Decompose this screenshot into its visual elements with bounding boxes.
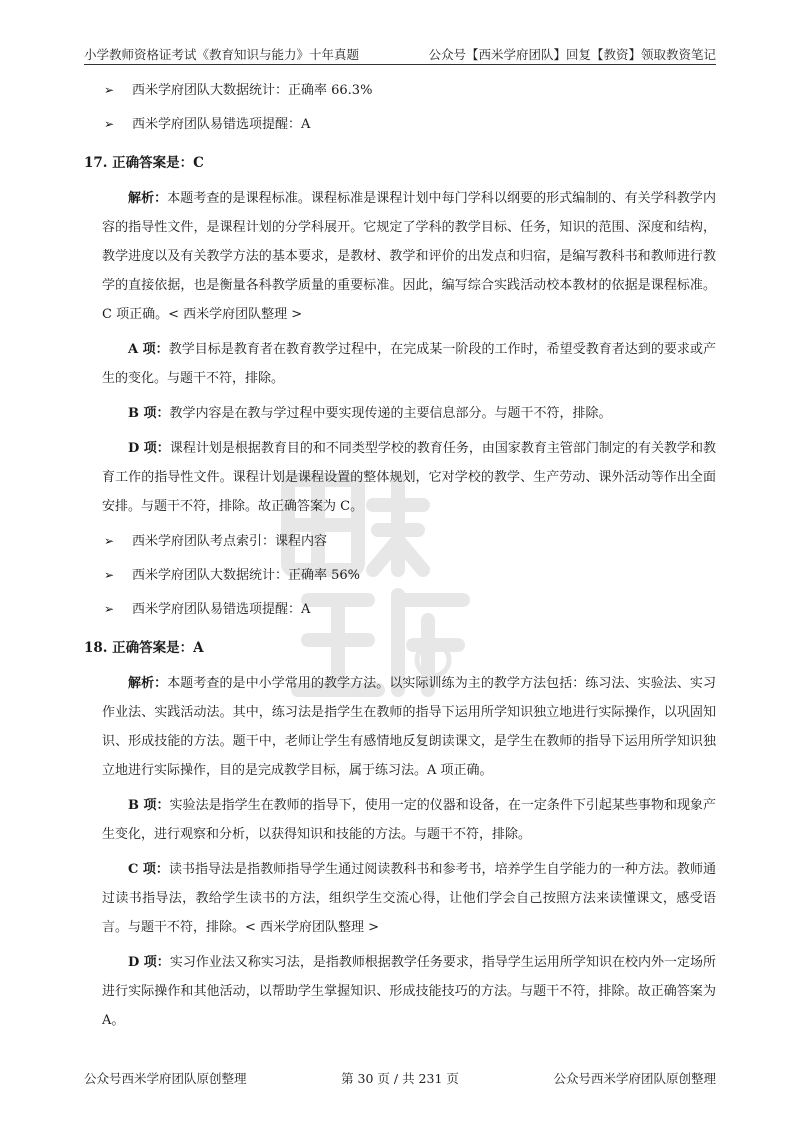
q17-analysis: 解析：本题考查的是课程标准。课程标准是课程计划中每门学科以纲要的形式编制的、有关学科教学内容的指导性文件，是课程计划的分学科展开。它规定了学科的教学目标、任务，知识的范围、深度和结构，教学进度以及有关教学方法的基本要求，是教材、教学和评价的出发点和归宿，是编写教科书和教师进行教学的直接依据，也是衡量各科教学质量的重要标准。因此，编写综合实践活动校本教材的依据是课程标准。C 项正确。< 西米学府团队整理 > <box>102 191 716 322</box>
list-item: ➢ 西米学府团队考点索引：课程内容 <box>102 527 716 556</box>
footer-left: 公众号西米学府团队原创整理 <box>84 1071 247 1086</box>
list-item: ➢ 西米学府团队易错选项提醒：A <box>102 110 716 139</box>
page-header <box>84 44 716 64</box>
q18-option-b: B 项：实验法是指学生在教师的指导下，使用一定的仪器和设备，在一定条件下引起某些事物和现象产生变化，进行观察和分析，以获得知识和技能的方法。与题干不符，排除。 <box>102 798 716 842</box>
header-divider <box>84 64 716 65</box>
list-item: ➢ 西米学府团队大数据统计：正确率 66.3% <box>102 76 716 105</box>
q17-option-b: B 项：教学内容是在教与学过程中要实现传递的主要信息部分。与题干不符，排除。 <box>128 406 612 421</box>
q17-option-a: A 项：教学目标是教育者在教育教学过程中，在完成某一阶段的工作时，希望受教育者达到的要求或产生的变化。与题干不符，排除。 <box>102 342 716 386</box>
q18-option-c: C 项：读书指导法是指教师指导学生通过阅读教科书和参考书，培养学生自学能力的一种方法。教师通过读书指导法，教给学生读书的方法，组织学生交流心得，让他们学会自己按照方法来读懂课文，感受语言。与题干不符，排除。< 西米学府团队整理 > <box>102 862 716 935</box>
q17-title: 17. 正确答案是：C <box>84 155 204 171</box>
q18-analysis: 解析：本题考查的是中小学常用的教学方法。以实际训练为主的教学方法包括：练习法、实验法、实习作业法、实践活动法。其中，练习法是指学生在教师的指导下运用所学知识独立地进行实际操作，以巩固知识、形成技能的方法。题干中，老师让学生有感情地反复朗读课文，是学生在教师的指导下运用所学知识独立地进行实际操作，目的是完成教学目标，属于练习法。A 项正确。 <box>102 676 716 778</box>
arrow-bullet-icon: ➢ <box>104 602 115 616</box>
footer-right: 公众号西米学府团队原创整理 <box>553 1071 716 1086</box>
arrow-bullet-icon: ➢ <box>104 534 115 548</box>
q18-title: 18. 正确答案是：A <box>84 640 204 656</box>
content-body <box>84 76 716 1041</box>
arrow-bullet-icon: ➢ <box>104 568 115 582</box>
page-footer <box>84 1069 716 1087</box>
header-left: 小学教师资格证考试《教育知识与能力》十年真题 <box>84 47 360 62</box>
page-number: 第 30 页 / 共 231 页 <box>341 1071 459 1086</box>
q17-option-d: D 项：课程计划是根据教育目的和不同类型学校的教育任务，由国家教育主管部门制定的有关教学和教育工作的指导性文件。课程计划是课程设置的整体规划，它对学校的教学、生产劳动、课外活动等作出全面安排。与题干不符，排除。故正确答案为 C。 <box>102 441 716 514</box>
arrow-bullet-icon: ➢ <box>104 117 115 131</box>
header-right: 公众号【西米学府团队】回复【教资】领取教资笔记 <box>428 47 716 62</box>
arrow-bullet-icon: ➢ <box>104 83 115 97</box>
list-item: ➢ 西米学府团队易错选项提醒：A <box>102 595 716 624</box>
q18-option-d: D 项：实习作业法又称实习法，是指教师根据教学任务要求，指导学生运用所学知识在校内外一定场所进行实际操作和其他活动，以帮助学生掌握知识、形成技能技巧的方法。与题干不符，排除。故正确答案为 A。 <box>102 955 716 1028</box>
list-item: ➢ 西米学府团队大数据统计：正确率 56% <box>102 561 716 590</box>
